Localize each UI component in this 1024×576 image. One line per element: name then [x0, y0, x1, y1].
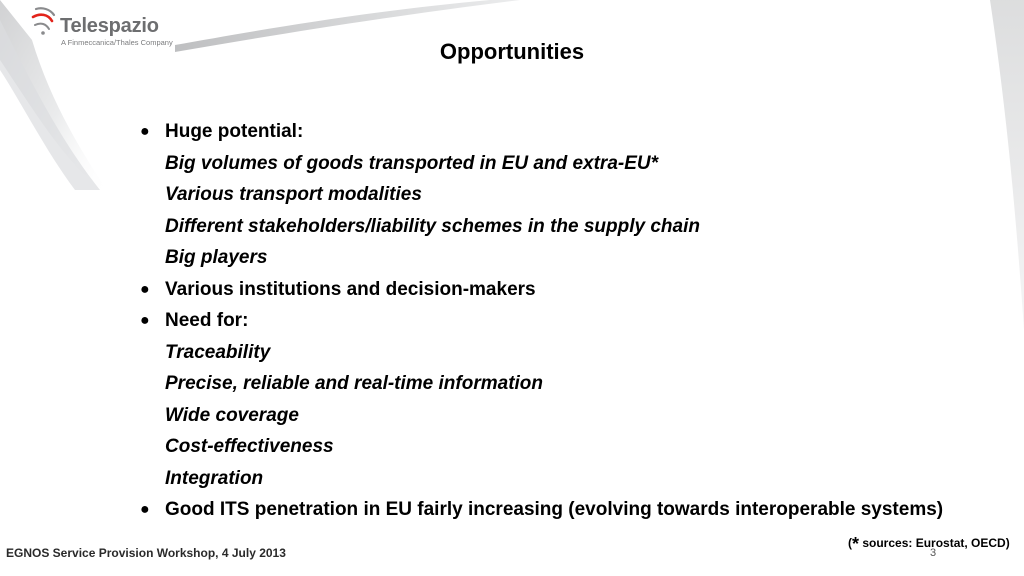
sub-item [140, 211, 1000, 243]
bullet-text: Need for: [165, 310, 249, 331]
sub-item-text: Cost-effectiveness [165, 436, 334, 457]
sub-item [140, 463, 1000, 495]
bullet-dot-icon: ● [140, 123, 150, 140]
sub-item-text: Big players [165, 247, 268, 268]
footer-event: EGNOS Service Provision Workshop, 4 July 2013 [6, 546, 286, 560]
bullet-dot-icon: ● [140, 501, 150, 518]
source-asterisk: * [852, 534, 860, 554]
sub-item [140, 148, 1000, 180]
sub-item-text: Precise, reliable and real-time information [165, 373, 544, 394]
sub-item-text: Big volumes of goods transported in EU and extra-EU* [165, 152, 659, 174]
logo-name: Telespazio [60, 15, 159, 37]
bullet-item [140, 494, 1000, 526]
bullet-item [140, 274, 1000, 306]
sub-item [140, 400, 1000, 432]
sub-item-text: Wide coverage [165, 404, 299, 426]
source-text: sources: Eurostat, OECD) [859, 536, 1010, 550]
sub-item [140, 179, 1000, 211]
telespazio-swirl-icon [30, 5, 60, 37]
sub-item [140, 431, 1000, 463]
sub-item [140, 337, 1000, 369]
sub-item [140, 242, 1000, 274]
sub-item [140, 368, 1000, 400]
bullet-text: Huge potential: [165, 121, 304, 142]
sub-item-text: Traceability [165, 341, 271, 363]
source-open-paren: ( [848, 536, 852, 550]
bullet-item [140, 116, 1000, 148]
page-number: 3 [930, 547, 937, 559]
sub-item-text: Different stakeholders/liability schemes in the supply chain [165, 215, 700, 237]
source-note [848, 534, 1010, 555]
bullet-text: Good ITS penetration in EU fairly increasing (evolving towards interoperable systems) [165, 499, 944, 520]
sub-item-text: Integration [165, 467, 264, 489]
bullet-list [140, 116, 1000, 526]
bullet-dot-icon: ● [140, 280, 150, 298]
logo-tagline: A Finmeccanica/Thales Company [61, 38, 173, 47]
slide-title: Opportunities [439, 39, 585, 64]
bullet-text: Various institutions and decision-makers [165, 278, 536, 300]
sub-item-text: Various transport modalities [165, 184, 422, 205]
bullet-item [140, 305, 1000, 337]
bullet-dot-icon: ● [140, 312, 150, 329]
